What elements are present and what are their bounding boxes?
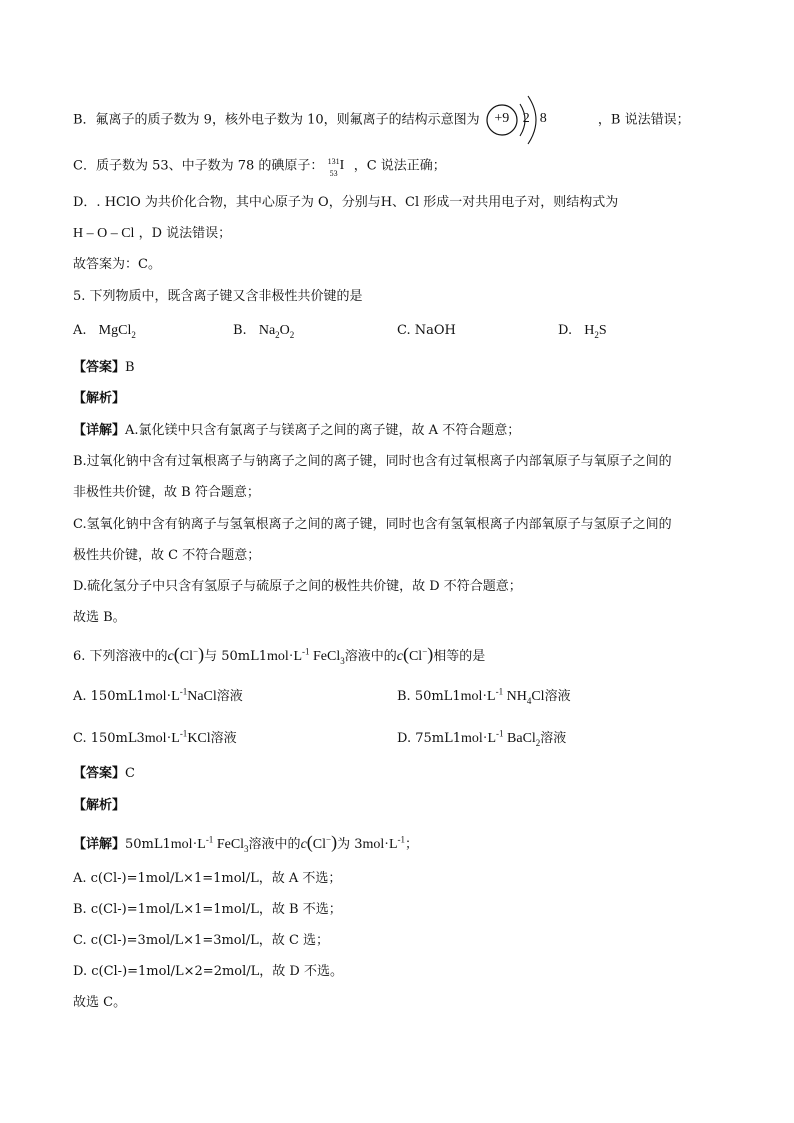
q5-detail-b1: B.过氧化钠中含有过氧根离子与钠离子之间的离子键，同时也含有过氧根离子内部氧原子与氧原子之间的: [73, 454, 672, 469]
fluoride-ion-structure-diagram: [484, 92, 594, 148]
q4-option-d-line2: [73, 225, 231, 243]
q5-answer: [73, 359, 135, 377]
q6-answer: [73, 765, 135, 783]
q6-calc-a: A. c(Cl-)=1mol/L×1=1mol/L，故 A 不选；: [73, 871, 342, 886]
q5-d-label: D.: [558, 323, 573, 338]
q4-d-conclusion: ，D 说法错误；: [138, 226, 232, 241]
q5-detail-a: [73, 422, 520, 440]
answer-tag: 【答案】: [73, 766, 126, 781]
detail-tag: 【详解】: [73, 423, 126, 438]
q5-detail-c2: 极性共价键，故 C 不符合题意；: [73, 548, 261, 563]
q5-a-label: A.: [73, 323, 87, 338]
q4-b-text: B．氟离子的质子数为 9，核外电子数为 10，则氟离子的结构示意图为: [73, 112, 480, 128]
structural-formula: H – O – Cl: [73, 226, 135, 241]
q5-stem: 5. 下列物质中，既含离子键又含非极性共价键的是: [73, 289, 363, 304]
q5-option-c: C. NaOH: [397, 323, 456, 338]
q6-option-c: C. $150mL3mol\cdot L^{-1}KCl$溶液: [73, 728, 237, 746]
nucleus-charge: +9: [494, 111, 510, 126]
iodine-isotope: [327, 157, 350, 178]
answer-value: C: [125, 766, 135, 781]
q6-option-d: D. $75mL1mol\cdot L^{-1}$ BaCl$_2$溶液: [397, 728, 567, 748]
q5-a-formula: MgCl$_2$: [98, 323, 136, 340]
q6-calc-d: D. c(Cl-)=1mol/L×2=2mol/L，故 D 不选。: [73, 964, 343, 979]
shell2-electrons: 8: [539, 111, 547, 126]
q6-detail: 【详解】$50mL1mol\cdot L^{-1}$ FeCl$_3$溶液中的c(Cl−)为 $3mol\cdot L^{-1}$；: [73, 832, 419, 854]
q5-option-b: [233, 322, 294, 340]
atomic-number: 53: [329, 169, 338, 178]
q4-c-conclusion: ，C 说法正确；: [353, 158, 446, 174]
q6-option-a: A. $150mL1mol\cdot L^{-1}NaCl$溶液: [73, 686, 243, 704]
q6-conclusion: 故选 C。: [73, 995, 127, 1010]
q5-detail-d: D.硫化氢分子中只含有氢原子与硫原子之间的极性共价键，故 D 不符合题意；: [73, 579, 522, 594]
q5-option-d: [558, 322, 607, 340]
shell1-electrons: 2: [522, 111, 530, 126]
q5-analysis-tag: 【解析】: [73, 391, 126, 406]
q5-b-formula: $Na_2O_2$: [258, 323, 295, 340]
q5-d-formula: $H_2S$: [584, 323, 607, 340]
q6-calc-b: B. c(Cl-)=1mol/L×1=1mol/L，故 B 不选；: [73, 902, 342, 917]
q4-option-d-line1: D．. HClO 为共价化合物，其中心原子为 O，分别与H、Cl 形成一对共用电子对，则结构式为: [73, 195, 619, 210]
q5-option-a: [73, 322, 136, 340]
q6-calc-c: C. c(Cl-)=3mol/L×1=3mol/L，故 C 选；: [73, 933, 330, 948]
answer-tag: 【答案】: [73, 360, 126, 375]
q5-conclusion: 故选 B。: [73, 610, 126, 625]
q6-stem: 6. 下列溶液中的c(Cl−)与 $50mL1mol\cdot L^{-1}$ FeCl$_3$溶液中的c(Cl−)相等的是: [73, 644, 486, 666]
q5-detail-b2: 非极性共价键，故 B 符合题意；: [73, 485, 260, 500]
q4-option-b: [73, 92, 690, 148]
element-symbol: I: [339, 158, 345, 173]
q4-b-conclusion: ，B 说法错误；: [597, 112, 690, 128]
mass-number: 131: [327, 157, 340, 166]
q6-analysis-tag: 【解析】: [73, 798, 126, 813]
q6-option-b: B. $50mL1mol\cdot L^{-1}$ $NH_4Cl$溶液: [397, 686, 571, 706]
q4-c-text: C．质子数为 53、中子数为 78 的碘原子：: [73, 158, 324, 174]
q5-detail-c1: C.氢氧化钠中含有钠离子与氢氧根离子之间的离子键，同时也含有氢氧根离子内部氧原子与氢原子之间的: [73, 517, 672, 532]
q4-answer: 故答案为：C。: [73, 257, 161, 272]
answer-value: B: [125, 360, 135, 375]
detail-a-text: A.氯化镁中只含有氯离子与镁离子之间的离子键，故 A 不符合题意；: [125, 423, 521, 438]
q5-b-label: B.: [233, 323, 247, 338]
q4-option-c: [73, 157, 446, 176]
